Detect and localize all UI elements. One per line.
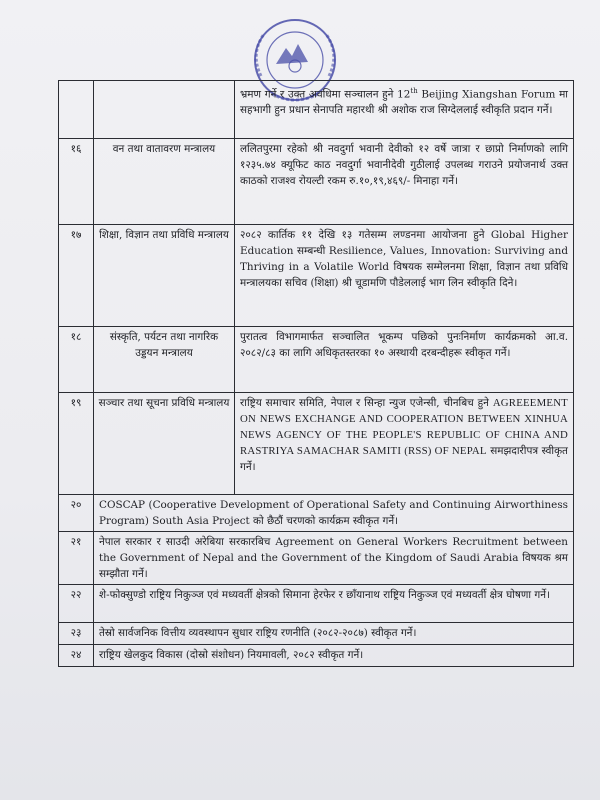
row-number: १८ [59,327,94,393]
table-row [59,623,574,645]
ministry-name [94,81,235,139]
row-number: १९ [59,393,94,495]
row-number [59,81,94,139]
table-row [59,139,574,225]
decision-text: राष्ट्रिय समाचार समिति, नेपाल र सिन्हा न्युज एजेन्सी, चीनबिच हुने AGREEEMENT ON NEWS EXCHANGE AND COOPERATION BETWEEN XINHUA NEWS AGENCY OF THE PEOPLE'S REPUBLIC OF CHINA AND RASTRIYA SAMACHAR SAMITI (RSS) OF NEPAL समझदारीपत्र स्वीकृत गर्ने। [235,393,574,495]
table-row [59,495,574,532]
ministry-name: शिक्षा, विज्ञान तथा प्रविधि मन्त्रालय [94,225,235,327]
row-number: २१ [59,532,94,585]
ministry-name: संस्कृति, पर्यटन तथा नागरिक उड्डयन मन्त्रालय [94,327,235,393]
decision-text: नेपाल सरकार र साउदी अरेबिया सरकारबिच Agreement on General Workers Recruitment between the Government of Nepal and the Government of the Kingdom of Saudi Arabia विषयक श्रम सम्झौता गर्ने। [94,532,574,585]
table-row [59,532,574,585]
row-number: २२ [59,585,94,623]
row-number: २४ [59,645,94,667]
ministry-name: सञ्चार तथा सूचना प्रविधि मन्त्रालय [94,393,235,495]
row-number: २३ [59,623,94,645]
decision-text: COSCAP (Cooperative Development of Operational Safety and Continuing Airworthiness Program) South Asia Project को छैठौं चरणको कार्यक्रम स्वीकृत गर्ने। [94,495,574,532]
decision-text: ललितपुरमा रहेको श्री नवदुर्गा भवानी देवीको १२ वर्षे जात्रा र छाप्रो निर्माणको लागि १२३५.७४ क्यूफिट काठ नवदुर्गा भवानीदेवी गुठीलाई उपलब्ध गराउने प्रयोजनार्थ उक्त काठको राजश्व रोयल्टी रकम रु.१०,१९,४६९/- मिनाहा गर्ने। [235,139,574,225]
table-row [59,327,574,393]
decision-text: शे-फोक्सुण्डो राष्ट्रिय निकुञ्ज एवं मध्यवर्ती क्षेत्रको सिमाना हेरफेर र छाँयानाथ राष्ट्रिय निकुञ्ज एवं मध्यवर्ती क्षेत्र घोषणा गर्ने। [94,585,574,623]
row-number: १६ [59,139,94,225]
row-number: १७ [59,225,94,327]
decision-text: पुरातत्व विभागमार्फत सञ्चालित भूकम्प पछिको पुनःनिर्माण कार्यक्रमको आ.व. २०८२/८३ का लागि अधिकृतस्तरका १० अस्थायी दरबन्दीहरू स्वीकृत गर्ने। [235,327,574,393]
decision-text: राष्ट्रिय खेलकुद विकास (दोस्रो संशोधन) नियमावली, २०८२ स्वीकृत गर्ने। [94,645,574,667]
table-row [59,81,574,139]
table-row [59,225,574,327]
decision-table [58,80,574,667]
table-row [59,585,574,623]
row-number: २० [59,495,94,532]
decision-text: २०८२ कार्तिक ११ देखि १३ गतेसम्म लण्डनमा आयोजना हुने Global Higher Education सम्बन्धी Resilience, Values, Innovation: Surviving and Thriving in a Volatile World विषयक सम्मेलनमा शिक्षा, विज्ञान तथा प्रविधि मन्त्रालयका सचिव (शिक्षा) श्री चूडामणि पौडेललाई भाग लिन स्वीकृति दिने। [235,225,574,327]
ministry-name: वन तथा वातावरण मन्त्रालय [94,139,235,225]
table-row [59,645,574,667]
table-row [59,393,574,495]
decision-text: भ्रमण गर्ने र उक्त अवधिमा सञ्चालन हुने 12th Beijing Xiangshan Forum मा सहभागी हुन प्रधान सेनापति महारथी श्री अशोक राज सिग्देललाई स्वीकृति प्रदान गर्ने। [235,81,574,139]
decision-text: तेस्रो सार्वजनिक वित्तीय व्यवस्थापन सुधार राष्ट्रिय रणनीति (२०८२-२०८७) स्वीकृत गर्ने। [94,623,574,645]
